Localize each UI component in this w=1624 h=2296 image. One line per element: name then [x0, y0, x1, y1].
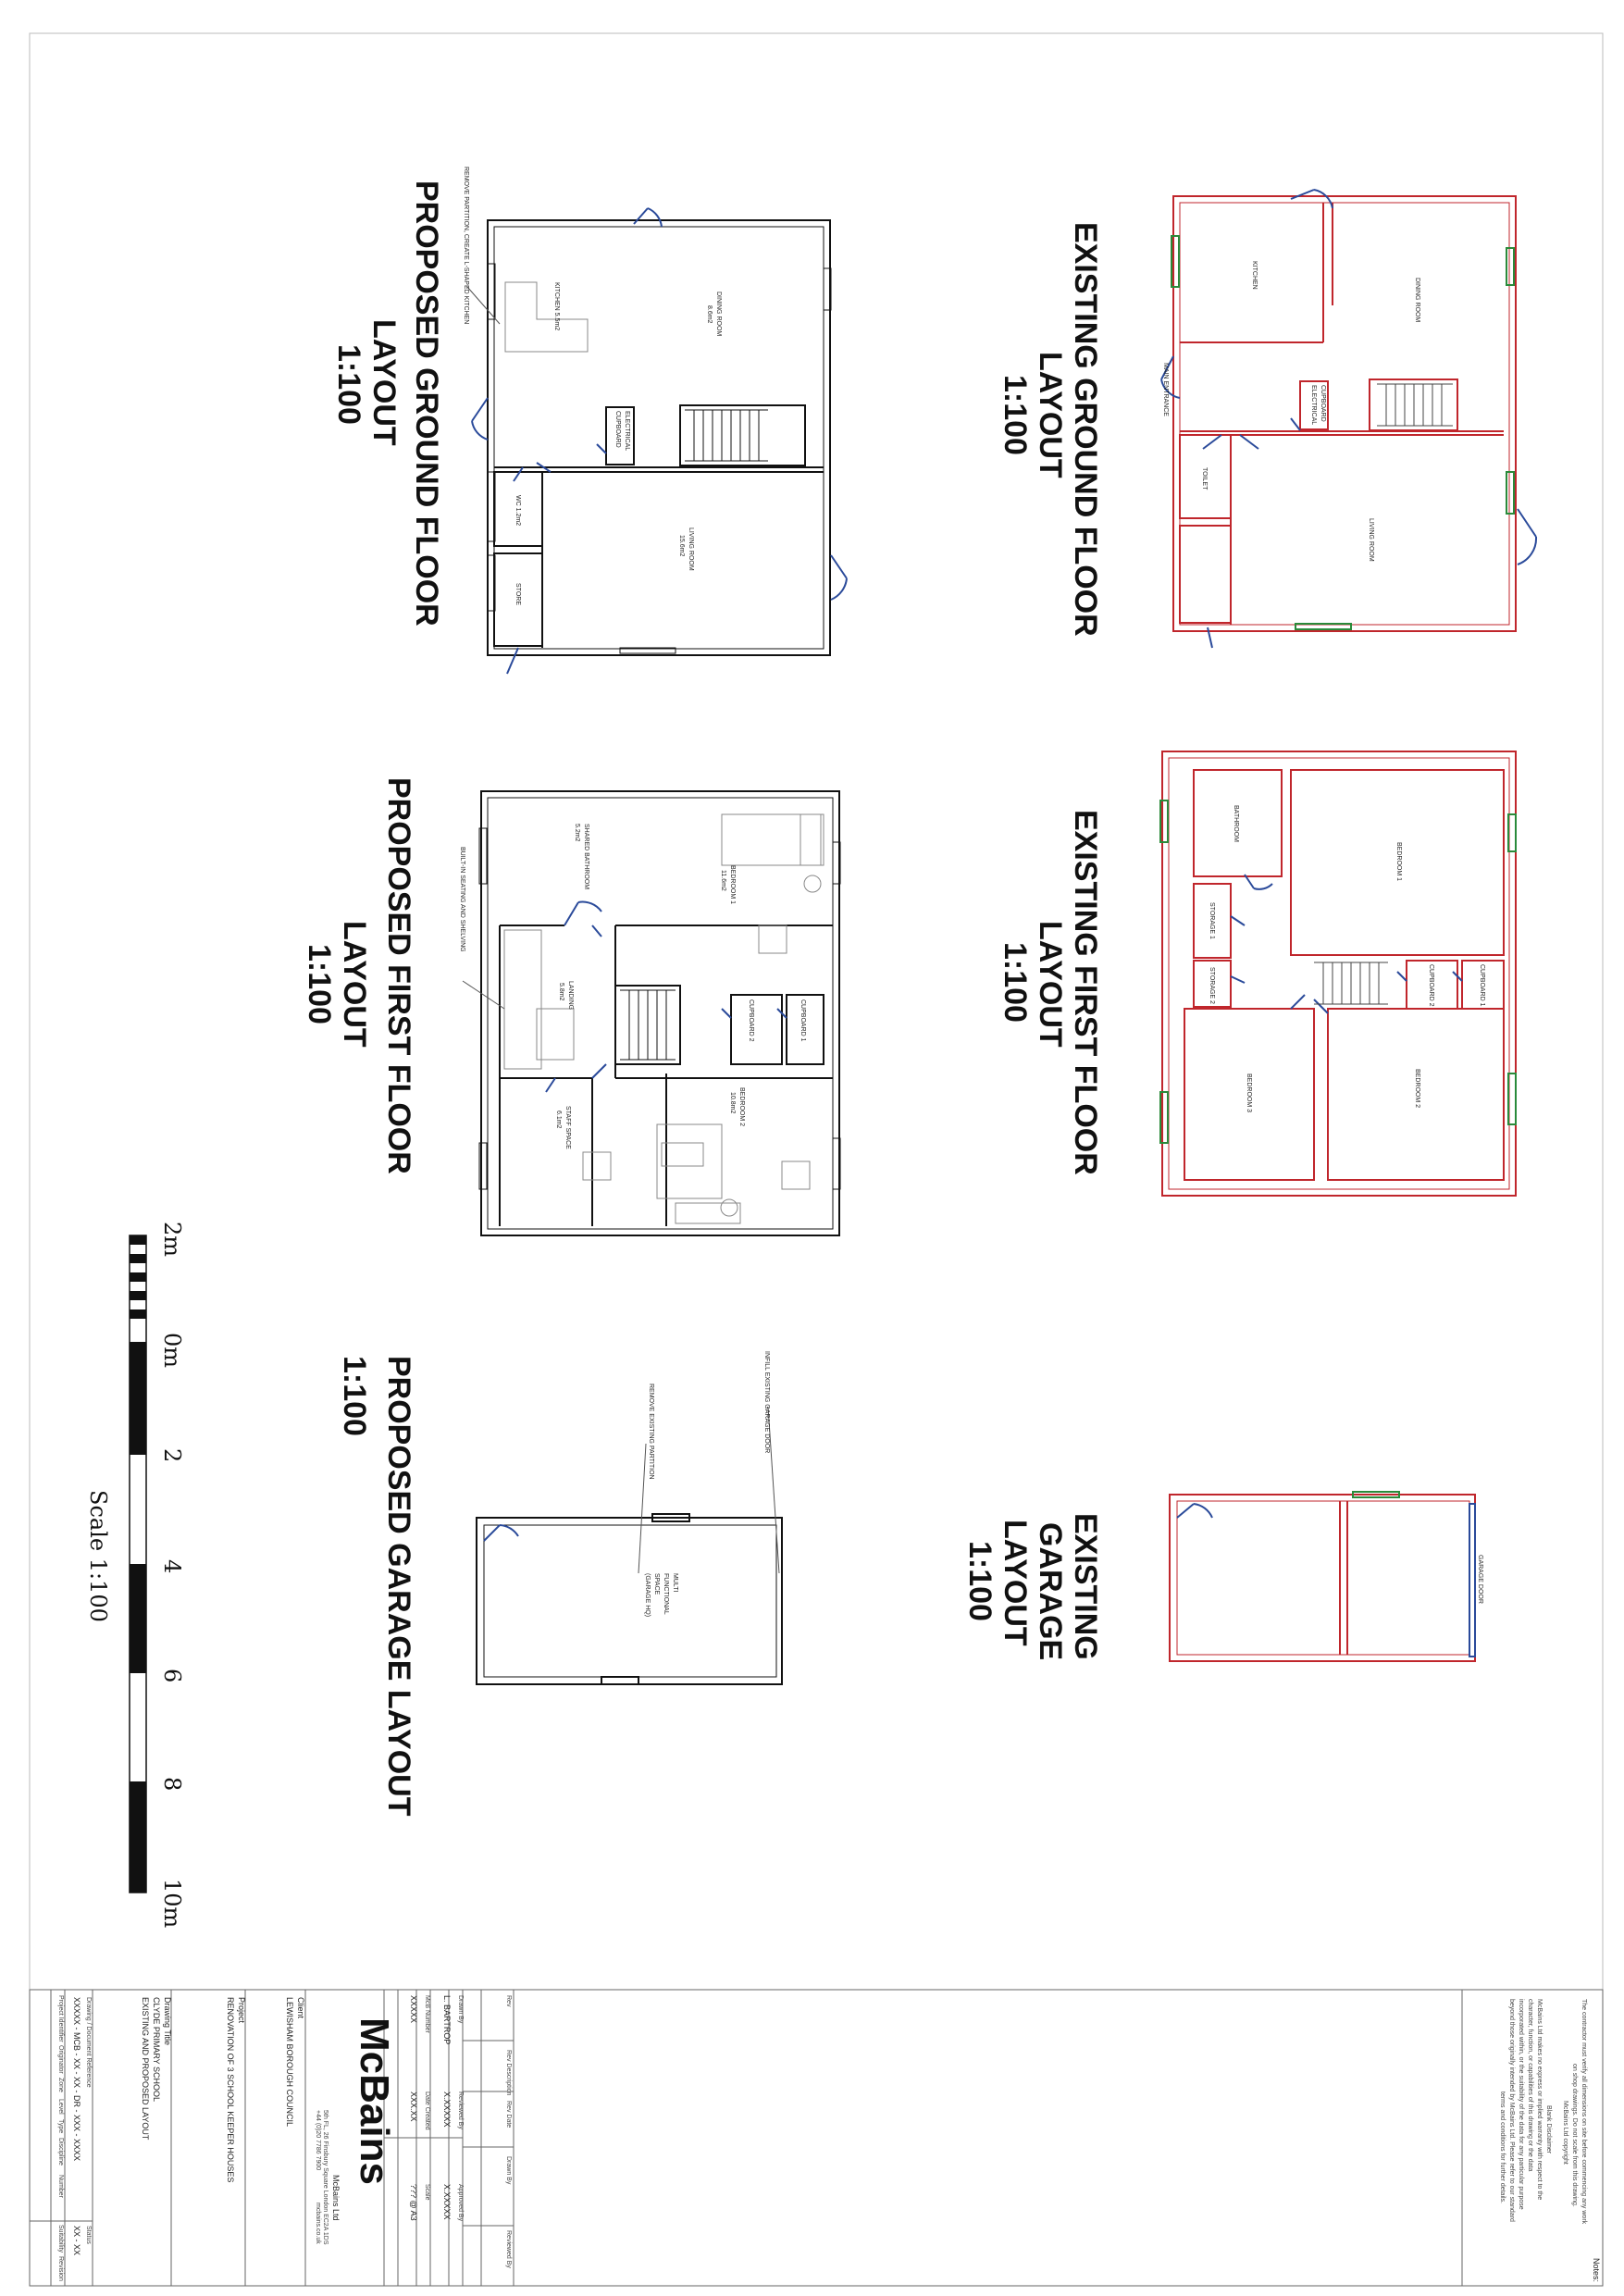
pf-cupboard2-label: CUPBOARD 2: [748, 999, 754, 1042]
pf-landing-area: 5.8m2: [558, 983, 564, 1001]
scale-label-0m: 0m: [159, 1333, 185, 1369]
notes-line-8: terms and conditions for further details.: [1499, 2091, 1506, 2204]
proposed-ground-floor-plan: [488, 220, 830, 655]
egar-title-1: EXISTING: [1068, 1513, 1103, 1660]
ef-title-3: 1:100: [998, 942, 1033, 1023]
approved-by-value: X.XXXXX: [442, 2184, 452, 2220]
pf-staff-area: 6.1m2: [555, 1111, 562, 1129]
pf-title-3: 1:100: [302, 944, 337, 1024]
ef-bedroom1-label: BEDROOM 1: [1395, 842, 1402, 882]
pf-staff-label: STAFF SPACE: [564, 1106, 571, 1149]
scale-label-2m: 2m: [159, 1222, 185, 1258]
notes-line-6: incorporated within, or the suitability of the data for any particular purpose: [1518, 1999, 1524, 2210]
rev-header-reviewed: Reviewed By: [505, 2230, 512, 2268]
drawing-title-line2: EXISTING AND PROPOSED LAYOUT: [141, 1997, 150, 2141]
existing-garage-plan: [1170, 1495, 1475, 1661]
pgar-room-1: MULTI: [672, 1573, 678, 1593]
pgar-room-4: (GARAGE HQ): [644, 1573, 651, 1618]
pgar-note1-leader: [638, 1444, 646, 1573]
proposed-ground-windows: [488, 264, 831, 653]
job-label: McB Number: [424, 1995, 430, 2033]
pg-store-label: STORE: [514, 583, 521, 605]
dn-field-0: Project Identifier: [57, 1995, 64, 2042]
eg-living-label: LIVING ROOM: [1368, 518, 1374, 562]
ef-title-1: EXISTING FIRST FLOOR: [1068, 810, 1103, 1175]
eg-entrance-label: MAIN ENTRANCE: [1162, 363, 1169, 416]
pgar-note1: REMOVE EXISTING PARTITION: [648, 1384, 654, 1480]
dn-field-6: Number: [57, 2175, 64, 2198]
existing-ground-doors: [1161, 190, 1536, 648]
eg-toilet-label: TOILET: [1201, 467, 1208, 490]
approved-by-label: Approved By: [457, 2184, 464, 2222]
proposed-first-furniture: [504, 814, 824, 1223]
date-value: XXX.XX: [409, 2091, 418, 2122]
pf-bedroom1-area: 11.6m2: [720, 870, 726, 891]
project-label: Project: [237, 1997, 246, 2024]
reviewed-by-label: Reviewed By: [457, 2091, 464, 2129]
pgar-title-2: 1:100: [337, 1356, 372, 1436]
proposed-ground-stairs: [685, 410, 768, 461]
notes-line-1: on shop drawings. Do not scale from this drawing.: [1571, 2064, 1578, 2207]
eg-kitchen-label: KITCHEN: [1251, 261, 1258, 290]
drawn-by-value: L. BARTROP: [442, 1995, 452, 2045]
proposed-garage-door: [484, 1525, 518, 1541]
scale-value: ??? @ A3: [409, 2184, 418, 2221]
drawing-title-line1: CLYDE PRIMARY SCHOOL: [152, 1997, 161, 2103]
proposed-first-floor-plan: [481, 791, 839, 1235]
notes-line-5: character, function, or capabilities of this drawing or the data: [1527, 1999, 1533, 2172]
proposed-first-stairs: [620, 990, 676, 1060]
drawing-title-label: Drawing Title: [163, 1997, 172, 2046]
scale-label-2: 2: [159, 1448, 185, 1463]
pf-title-2: LAYOUT: [337, 921, 372, 1048]
pgar-room-2: FUNCTIONAL: [663, 1573, 669, 1615]
ef-cupboard1-label: CUPBOARD 1: [1479, 964, 1485, 1007]
pg-kitchen-label: KITCHEN 5.5m2: [553, 282, 560, 331]
eg-title-3: 1:100: [998, 375, 1033, 455]
proposed-garage-plan: [477, 1514, 782, 1684]
drawing-number-label: Drawing / Document Reference: [85, 1997, 92, 2088]
company-address: 5th FL, 26 Finsbury Square London EC2A 1DS: [322, 2110, 329, 2245]
notes-line-2: McBains Ltd copyright: [1562, 2101, 1568, 2165]
scale-caption: Scale 1:100: [85, 1490, 111, 1622]
eg-dining-label: DINING ROOM: [1414, 278, 1420, 323]
notes-line-4: McBains Ltd makes no express or implied warranty with respect to the: [1536, 1999, 1543, 2201]
pf-note-leader: [463, 981, 504, 1009]
drawn-by-label: Drawn By: [457, 1995, 464, 2024]
pg-living-label: LIVING ROOM: [688, 527, 694, 571]
scale-bar: [130, 1235, 146, 1893]
title-block: [30, 1990, 1603, 2286]
pf-bedroom2-label: BEDROOM 2: [738, 1087, 745, 1127]
scale-label-4: 4: [159, 1559, 185, 1574]
egar-title-2: GARAGE: [1033, 1522, 1068, 1661]
scale-label-8: 8: [159, 1777, 185, 1792]
project-value: RENOVATION OF 3 SCHOOL KEEPER HOUSES: [226, 1997, 235, 2183]
existing-ground-stairs: [1377, 384, 1453, 426]
rev-header-desc: Rev Description: [505, 2050, 512, 2096]
pgar-note2: INFILL EXISTING GARAGE DOOR: [763, 1351, 770, 1454]
ef-cupboard2-label: CUPBOARD 2: [1428, 964, 1434, 1007]
ef-storage1-label: STORAGE 1: [1209, 902, 1215, 939]
proposed-ground-doors: [472, 208, 847, 674]
status-field-0: Suitability: [57, 2225, 64, 2253]
pg-dining-label: DINING ROOM: [715, 292, 722, 337]
job-value: XXXXX: [409, 1995, 418, 2024]
company-logo: McBains: [352, 2017, 397, 2185]
dn-field-5: Discipline: [57, 2138, 64, 2166]
pf-landing-label: LANDING: [567, 981, 574, 1011]
status-label: Status: [85, 2226, 92, 2244]
company-name: McBains Ltd: [331, 2175, 341, 2221]
pf-cupboard1-label: CUPBOARD 1: [800, 999, 806, 1042]
eg-title-1: EXISTING GROUND FLOOR: [1068, 222, 1103, 637]
drawing-number-value: XXXXX - MCB - XX - XX - DR - XXX - XXXX: [72, 1997, 81, 2162]
existing-ground-floor-plan: [1173, 196, 1516, 631]
status-field-1: Revision: [57, 2256, 64, 2281]
egar-title-3: LAYOUT: [998, 1520, 1033, 1646]
notes-heading: Notes:: [1592, 2258, 1601, 2283]
status-value: XX - XX: [72, 2226, 81, 2256]
pg-title-2: LAYOUT: [366, 319, 402, 446]
rev-header-drawn: Drawn By: [505, 2156, 512, 2185]
ef-title-2: LAYOUT: [1033, 921, 1068, 1048]
egar-title-4: 1:100: [962, 1541, 998, 1621]
pg-dining-area: 8.6m2: [706, 305, 713, 324]
scale-label-10m: 10m: [159, 1879, 185, 1929]
rev-header-rev: Rev: [505, 1995, 512, 2007]
dn-field-1: Originator: [57, 2045, 64, 2074]
scale-label-6: 6: [159, 1669, 185, 1683]
pf-bathroom-area: 5.2m2: [574, 824, 580, 842]
notes-line-3: Blank Disclaimer: [1545, 2105, 1552, 2154]
date-label: Date Created: [424, 2091, 430, 2130]
pg-note: REMOVE PARTITION, CREATE L-SHAPED KITCHEN: [463, 167, 469, 325]
pg-title-1: PROPOSED GROUND FLOOR: [409, 180, 444, 627]
pf-title-1: PROPOSED FIRST FLOOR: [381, 777, 416, 1174]
pgar-title-1: PROPOSED GARAGE LAYOUT: [381, 1356, 416, 1817]
pg-living-area: 15.6m2: [678, 535, 685, 557]
eg-title-2: LAYOUT: [1033, 352, 1068, 478]
client-value: LEWISHAM BOROUGH COUNCIL: [285, 1997, 294, 2128]
ef-bathroom-label: BATHROOM: [1233, 805, 1239, 842]
egar-door-label: GARAGE DOOR: [1477, 1555, 1483, 1604]
pgar-room-3: SPACE: [653, 1573, 660, 1595]
pg-title-3: 1:100: [331, 344, 366, 425]
dn-field-2: Zone: [57, 2078, 64, 2092]
ef-bedroom3-label: BEDROOM 3: [1246, 1074, 1252, 1113]
company-phone: +44 (0)20 7786 7900: [315, 2110, 321, 2171]
reviewed-by-value: X.XXXXX: [442, 2091, 452, 2128]
existing-first-stairs: [1314, 962, 1388, 1004]
ef-bedroom2-label: BEDROOM 2: [1414, 1069, 1420, 1109]
ef-storage2-label: STORAGE 2: [1209, 967, 1215, 1004]
pf-note: BUILT-IN SEATING AND SHELVING: [459, 847, 465, 952]
dn-field-3: Level: [57, 2099, 64, 2115]
client-label: Client: [296, 1997, 305, 2019]
existing-ground-windows: [1172, 236, 1514, 629]
existing-first-doors: [1231, 875, 1462, 1013]
eg-electrical-label-1: ELECTRICAL: [1310, 385, 1317, 426]
rev-header-date: Rev Date: [505, 2101, 512, 2128]
pf-bedroom2-area: 10.8m2: [729, 1092, 736, 1114]
pg-electrical-label-1: ELECTRICAL: [624, 411, 630, 452]
company-web: mcbains.co.uk: [315, 2203, 321, 2244]
notes-line-7: beyond those originally intended by McBains Ltd. Please refer to our standard: [1508, 1999, 1515, 2222]
pg-electrical-label-2: CUPBOARD: [614, 411, 621, 448]
scale-label: Scale: [424, 2184, 430, 2201]
dn-field-4: Type: [57, 2119, 64, 2134]
notes-line-0: The contractor must verify all dimensions on site before commencing any work: [1581, 1999, 1587, 2225]
pf-bathroom-label: SHARED BATHROOM: [583, 824, 589, 890]
pf-bedroom1-label: BEDROOM 1: [729, 865, 736, 905]
pg-wc-label: WC 1.2m2: [514, 495, 521, 527]
proposed-ground-kitchen-units: [505, 282, 588, 352]
eg-electrical-label-2: CUPBOARD: [1320, 385, 1326, 422]
existing-garage-openings: [1177, 1492, 1475, 1657]
